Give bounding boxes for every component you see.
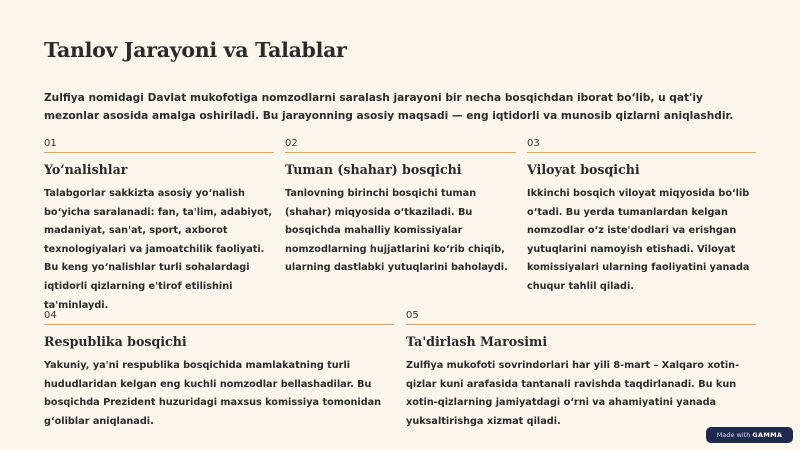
step-body: Zulfiya mukofoti sovrindorlari har yili 8-mart – Xalqaro xotin-qizlar kuni arafasida tantanali ravishda taqdirlanadi. Bu kun xotin-qizlarning jamiyatdagi o‘rni va ahamiyatini yanada yuksaltirishga xizmat qiladi. xyxy=(406,360,740,427)
step-card-3 xyxy=(527,138,756,297)
badge-brand: GAMMA xyxy=(752,431,783,439)
step-heading: Viloyat bosqichi xyxy=(527,162,640,177)
step-number: 05 xyxy=(406,310,756,325)
step-card-2 xyxy=(285,138,516,278)
made-with-gamma-badge[interactable] xyxy=(706,427,793,443)
step-number: 04 xyxy=(44,310,394,325)
step-heading: Respublika bosqichi xyxy=(44,334,187,349)
step-heading: Tuman (shahar) bosqichi xyxy=(285,162,462,177)
step-heading: Yo‘nalishlar xyxy=(44,162,128,177)
step-card-5 xyxy=(406,310,756,431)
step-heading: Ta'dirlash Marosimi xyxy=(406,334,548,349)
page-title: Tanlov Jarayoni va Talablar xyxy=(44,38,347,62)
step-number: 03 xyxy=(527,138,756,153)
step-body: Tanlovning birinchi bosqichi tuman (shahar) miqyosida o‘tkaziladi. Bu bosqichda mahalliy komissiyalar nomzodlarning hujjatlarini ko‘rib chiqib, ularning dastlabki yutuqlarini baholaydi. xyxy=(285,188,508,274)
step-card-1 xyxy=(44,138,274,315)
step-body: Yakuniy, ya'ni respublika bosqichida mamlakatning turli hududlaridan kelgan eng kuchli nomzodlar bellashadilar. Bu bosqichda Prezident huzuridagi maxsus komissiya tomonidan g‘oliblar aniqlanadi. xyxy=(44,360,382,427)
intro-paragraph: Zulfiya nomidagi Davlat mukofotiga nomzodlarni saralash jarayoni bir necha bosqichdan iborat bo‘lib, u qat'iy mezonlar asosida amalga oshiriladi. Bu jarayonning asosiy maqsadi — eng iqtidorli va munosib qizlarni aniqlashdir. xyxy=(44,92,734,122)
step-body: Ikkinchi bosqich viloyat miqyosida bo‘lib o‘tadi. Bu yerda tumanlardan kelgan nomzodlar o‘z iste'dodlari va erishgan yutuqlarini namoyish etishadi. Viloyat komissiyalari ularning faoliyatini yanada chuqur tahlil qiladi. xyxy=(527,188,750,292)
step-number: 01 xyxy=(44,138,274,153)
step-number: 02 xyxy=(285,138,516,153)
badge-prefix: Made with xyxy=(716,431,751,439)
step-body: Talabgorlar sakkizta asosiy yo‘nalish bo‘yicha saralanadi: fan, ta'lim, adabiyot, madaniyat, san'at, sport, axborot texnologiyalari va jamoatchilik faoliyati. Bu keng yo‘nalishlar turli sohalardagi iqtidorli qizlarning e'tirof etilishini ta'minlaydi. xyxy=(44,188,273,311)
step-card-4 xyxy=(44,310,394,431)
